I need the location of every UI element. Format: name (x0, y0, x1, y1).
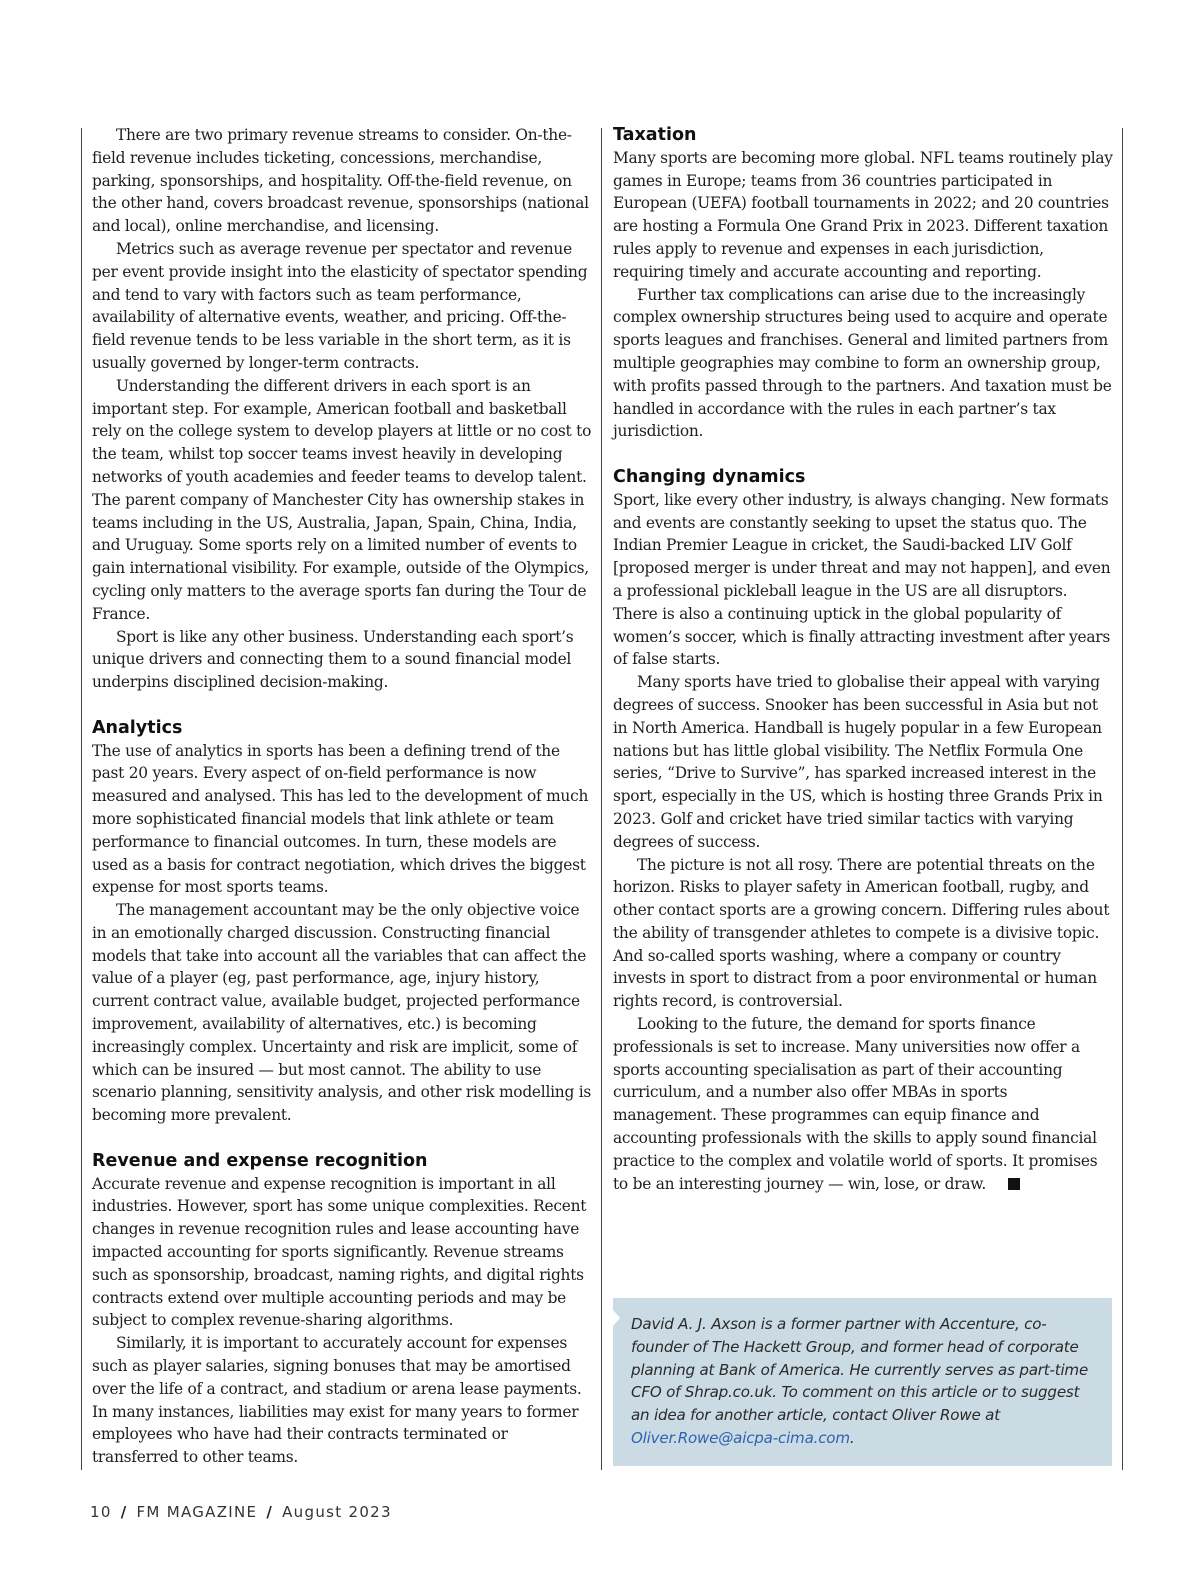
taxation-heading: Taxation (613, 125, 697, 145)
changing-dynamics-paragraph-2: Many sports have tried to globalise their appeal with varying degrees of success. Snooker has been successful in Asia but not in North America. Handball is hugely popular in a few European nations but has little global visibility. The Netflix Formula One series, “Drive to Survive”, has sparked increased interest in the sport, especially in the US, which is hosting three Grands Prix in 2023. Golf and cricket have tried similar tactics with varying degrees of success. (613, 673, 1103, 851)
contact-email-link[interactable]: Oliver.Rowe@aicpa-cima.com (631, 1428, 850, 1447)
revenue-recognition-paragraph-2: Similarly, it is important to accurately account for expenses such as player salaries, signing bonuses that may be amortised over the life of a contract, and stadium or arena lease payments. In many instances, liabilities may exist for many years to former employees who have had their contracts terminated or transferred to other teams. (92, 1334, 582, 1467)
taxation-paragraph-1: Many sports are becoming more global. NFL teams routinely play games in Europe; teams from 36 countries participated in European (UEFA) football tournaments in 2022; and 20 countries are hosting a Formula One Grand Prix in 2023. Different taxation rules apply to revenue and expenses in each jurisdiction, requiring timely and accurate accounting and reporting. (613, 148, 1113, 281)
metrics-paragraph: Metrics such as average revenue per spectator and revenue per event provide insight into the elasticity of spectator spending and tend to vary with factors such as team performance, availability of alternative events, weather, and pricing. Off-the-field revenue tends to be less variable in the short term, as it is usually governed by longer-term contracts. (92, 239, 588, 372)
page-number: 10 (90, 1503, 112, 1521)
author-bio-text: David A. J. Axson is a former partner with Accenture, co-founder of The Hackett Group, and former head of corporate planning at Bank of America. He currently serves as part-time CFO of Shrap.co.uk. To comment on this article or to suggest an idea for another article, contact Oliver Rowe at (631, 1315, 1089, 1425)
taxation-paragraph-2: Further tax complications can arise due to the increasingly complex ownership structures being used to acquire and operate sports leagues and franchises. General and limited partners from multiple geographies may combine to form an ownership group, with profits passed through to the partners. And taxation must be handled in accordance with the rules in each partner’s tax jurisdiction. (613, 285, 1112, 441)
changing-dynamics-heading: Changing dynamics (613, 466, 806, 487)
drivers-paragraph: Understanding the different drivers in each sport is an important step. For example, American football and basketball rely on the college system to develop players at little or no cost to the team, whilst top soccer teams invest heavily in developing networks of youth academies and feeder teams to develop talent. The parent company of Manchester City has ownership stakes in teams including in the US, Australia, Japan, Spain, China, India, and Uruguay. Some sports rely on a limited number of events to gain international visibility. For example, outside of the Olympics, cycling only matters to the average sports fan during the Tour de France. (92, 376, 592, 623)
end-of-article-mark (1008, 1178, 1020, 1190)
right-column (613, 124, 1113, 1195)
analytics-heading: Analytics (92, 717, 183, 738)
author-bio-box (613, 1298, 1112, 1466)
changing-dynamics-paragraph-3: The picture is not all rosy. There are potential threats on the horizon. Risks to player safety in American football, rugby, and other contact sports are a growing concern. Differing rules about the ability of transgender athletes to compete is a divisive topic. And so-called sports washing, where a company or country invests in sport to distract from a poor environmental or human rights record, is controversial. (613, 855, 1110, 1011)
closing-text: Looking to the future, the demand for sports finance professionals is set to increase. Many universities now offer a sports accounting specialisation as part of their accounting curriculum, and a number also offer MBAs in sports management. These programmes can equip finance and accounting professionals with the skills to apply sound financial practice to the complex and volatile world of sports. It promises to be an interesting journey — win, lose, or draw. (613, 1015, 1098, 1193)
changing-dynamics-paragraph-4 (613, 1013, 1113, 1195)
right-column-rule (1122, 128, 1123, 1470)
analytics-paragraph-2: The management accountant may be the only objective voice in an emotionally charged discussion. Constructing financial models that take into account all the variables that can affect the value of a player (eg, past performance, age, injury history, current contract value, available budget, projected performance improvement, availability of alternatives, etc.) is becoming increasingly complex. Uncertainty and risk are implicit, some of which can be insured — but most cannot. The ability to use scenario planning, sensitivity analysis, and other risk modelling is becoming more prevalent. (92, 901, 592, 1125)
footer-separator: / (266, 1503, 274, 1521)
footer-separator: / (120, 1503, 128, 1521)
revenue-streams-paragraph: There are two primary revenue streams to consider. On-the-field revenue includes ticketing, concessions, merchandise, parking, sponsorships, and hospitality. Off-the-field revenue, on the other hand, covers broadcast revenue, sponsorships (national and local), online merchandise, and licensing. (92, 126, 589, 236)
revenue-recognition-heading: Revenue and expense recognition (92, 1150, 428, 1171)
issue-date: August 2023 (282, 1503, 392, 1521)
magazine-name: FM MAGAZINE (136, 1503, 258, 1521)
middle-column-rule (601, 128, 602, 1470)
left-column-rule (81, 128, 82, 1470)
bio-notch-marker (613, 1310, 620, 1326)
author-bio (631, 1313, 1096, 1450)
revenue-recognition-paragraph-1: Accurate revenue and expense recognition is important in all industries. However, sport has some unique complexities. Recent changes in revenue recognition rules and lease accounting have impacted accounting for sports significantly. Revenue streams such as sponsorship, broadcast, naming rights, and digital rights contracts extend over multiple accounting periods and may be subject to complex revenue-sharing algorithms. (92, 1174, 587, 1330)
left-column (92, 124, 594, 1469)
analytics-paragraph-1: The use of analytics in sports has been a defining trend of the past 20 years. Every aspect of on-field performance is now measured and analysed. This has led to the development of much more sophisticated financial models that link athlete or team performance to financial outcomes. In turn, these models are used as a basis for contract negotiation, which drives the biggest expense for most sports teams. (92, 741, 589, 897)
changing-dynamics-paragraph-1: Sport, like every other industry, is always changing. New formats and events are constantly seeking to upset the status quo. The Indian Premier League in cricket, the Saudi-backed LIV Golf [proposed merger is under threat and may not happen], and even a professional pickleball league in the US are all disruptors. There is also a continuing uptick in the global popularity of women’s soccer, which is finally attracting investment after years of false starts. (613, 490, 1111, 669)
page-footer (90, 1503, 392, 1521)
author-bio-trail: . (849, 1428, 855, 1447)
business-paragraph: Sport is like any other business. Understanding each sport’s unique drivers and connecting them to a sound financial model underpins disciplined decision-making. (92, 627, 574, 692)
